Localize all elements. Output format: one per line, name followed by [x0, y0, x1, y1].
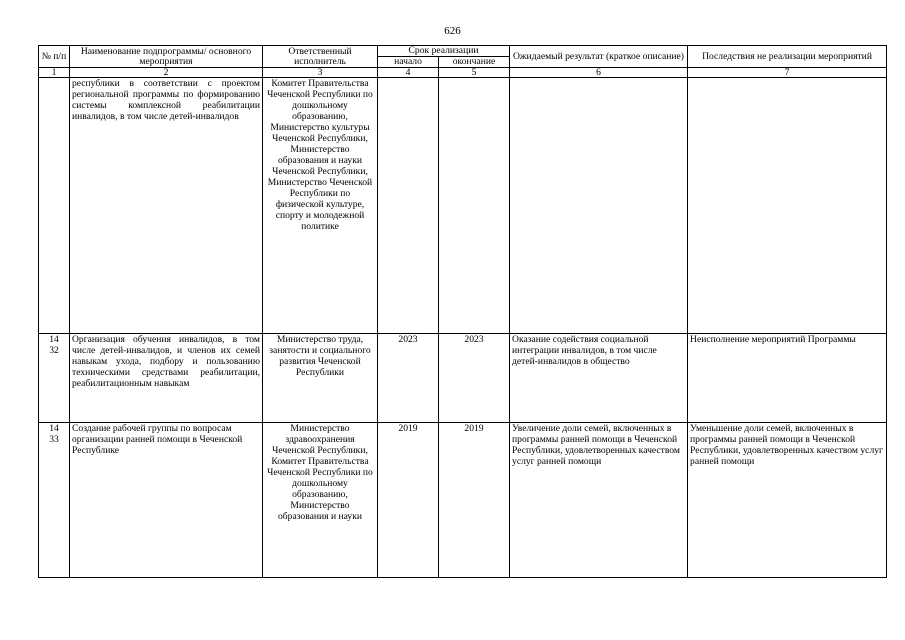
program-measures-table: [38, 45, 887, 578]
row-number: [39, 423, 70, 578]
measure-name: Организация обучения инвалидов, в том числе детей-инвалидов, и членов их семей навыкам ухода, подбору и пользованию техническими средствами реабилитации, реабилитационным навыкам: [70, 334, 263, 423]
column-number: 4: [378, 68, 439, 78]
row-number-part: 33: [49, 434, 59, 445]
header-term-end: окончание: [439, 57, 510, 68]
expected-result: Оказание содействия социальной интеграции инвалидов, в том числе детей-инвалидов в общество: [510, 334, 688, 423]
header-term: Срок реализации: [378, 46, 510, 57]
row-number-part: 32: [49, 345, 59, 356]
end-year: [439, 78, 510, 334]
row-number: [39, 78, 70, 334]
column-number: 6: [510, 68, 688, 78]
column-number: 1: [39, 68, 70, 78]
header-executor: Ответственный исполнитель: [263, 46, 378, 68]
start-year: 2019: [378, 423, 439, 578]
consequences: Уменьшение доли семей, включенных в программы ранней помощи в Чеченской Республики, удовлетворенных качеством услуг ранней помощи: [688, 423, 887, 578]
end-year: 2023: [439, 334, 510, 423]
row-number-part: 14: [49, 334, 59, 345]
table-row: [39, 423, 887, 578]
responsible-executor: Комитет Правительства Чеченской Республики по дошкольному образованию, Министерство культуры Чеченской Республики, Министерство образования и науки Чеченской Республики, Министерство Чеченской Республики по физической культуре, спорту и молодежной политике: [263, 78, 378, 334]
measure-name: Создание рабочей группы по вопросам организации ранней помощи в Чеченской Республике: [70, 423, 263, 578]
page-number: 626: [444, 25, 461, 37]
header-name: Наименование подпрограммы/ основного мероприятия: [70, 46, 263, 68]
row-number: [39, 334, 70, 423]
column-number: 5: [439, 68, 510, 78]
row-number-part: 14: [49, 423, 59, 434]
column-number-row: [39, 68, 887, 78]
consequences: Неисполнение мероприятий Программы: [688, 334, 887, 423]
end-year: 2019: [439, 423, 510, 578]
header-num: № п/п: [39, 46, 70, 68]
measure-name: республики в соответствии с проектом региональной программы по формированию системы комплексной реабилитации инвалидов, в том числе детей-инвалидов: [70, 78, 263, 334]
header-result: Ожидаемый результат (краткое описание): [510, 46, 688, 68]
table-row: [39, 78, 887, 334]
expected-result: [510, 78, 688, 334]
start-year: [378, 78, 439, 334]
column-number: 7: [688, 68, 887, 78]
column-number: 2: [70, 68, 263, 78]
start-year: 2023: [378, 334, 439, 423]
header-consequences: Последствия не реализации мероприятий: [688, 46, 887, 68]
responsible-executor: Министерство здравоохранения Чеченской Республики, Комитет Правительства Чеченской Республики по дошкольному образованию, Министерство образования и науки: [263, 423, 378, 578]
header-term-start: начало: [378, 57, 439, 68]
expected-result: Увеличение доли семей, включенных в программы ранней помощи в Чеченской Республики, удовлетворенных качеством услуг ранней помощи: [510, 423, 688, 578]
responsible-executor: Министерство труда, занятости и социального развития Чеченской Республики: [263, 334, 378, 423]
header-row: [39, 46, 887, 57]
consequences: [688, 78, 887, 334]
table-row: [39, 334, 887, 423]
column-number: 3: [263, 68, 378, 78]
